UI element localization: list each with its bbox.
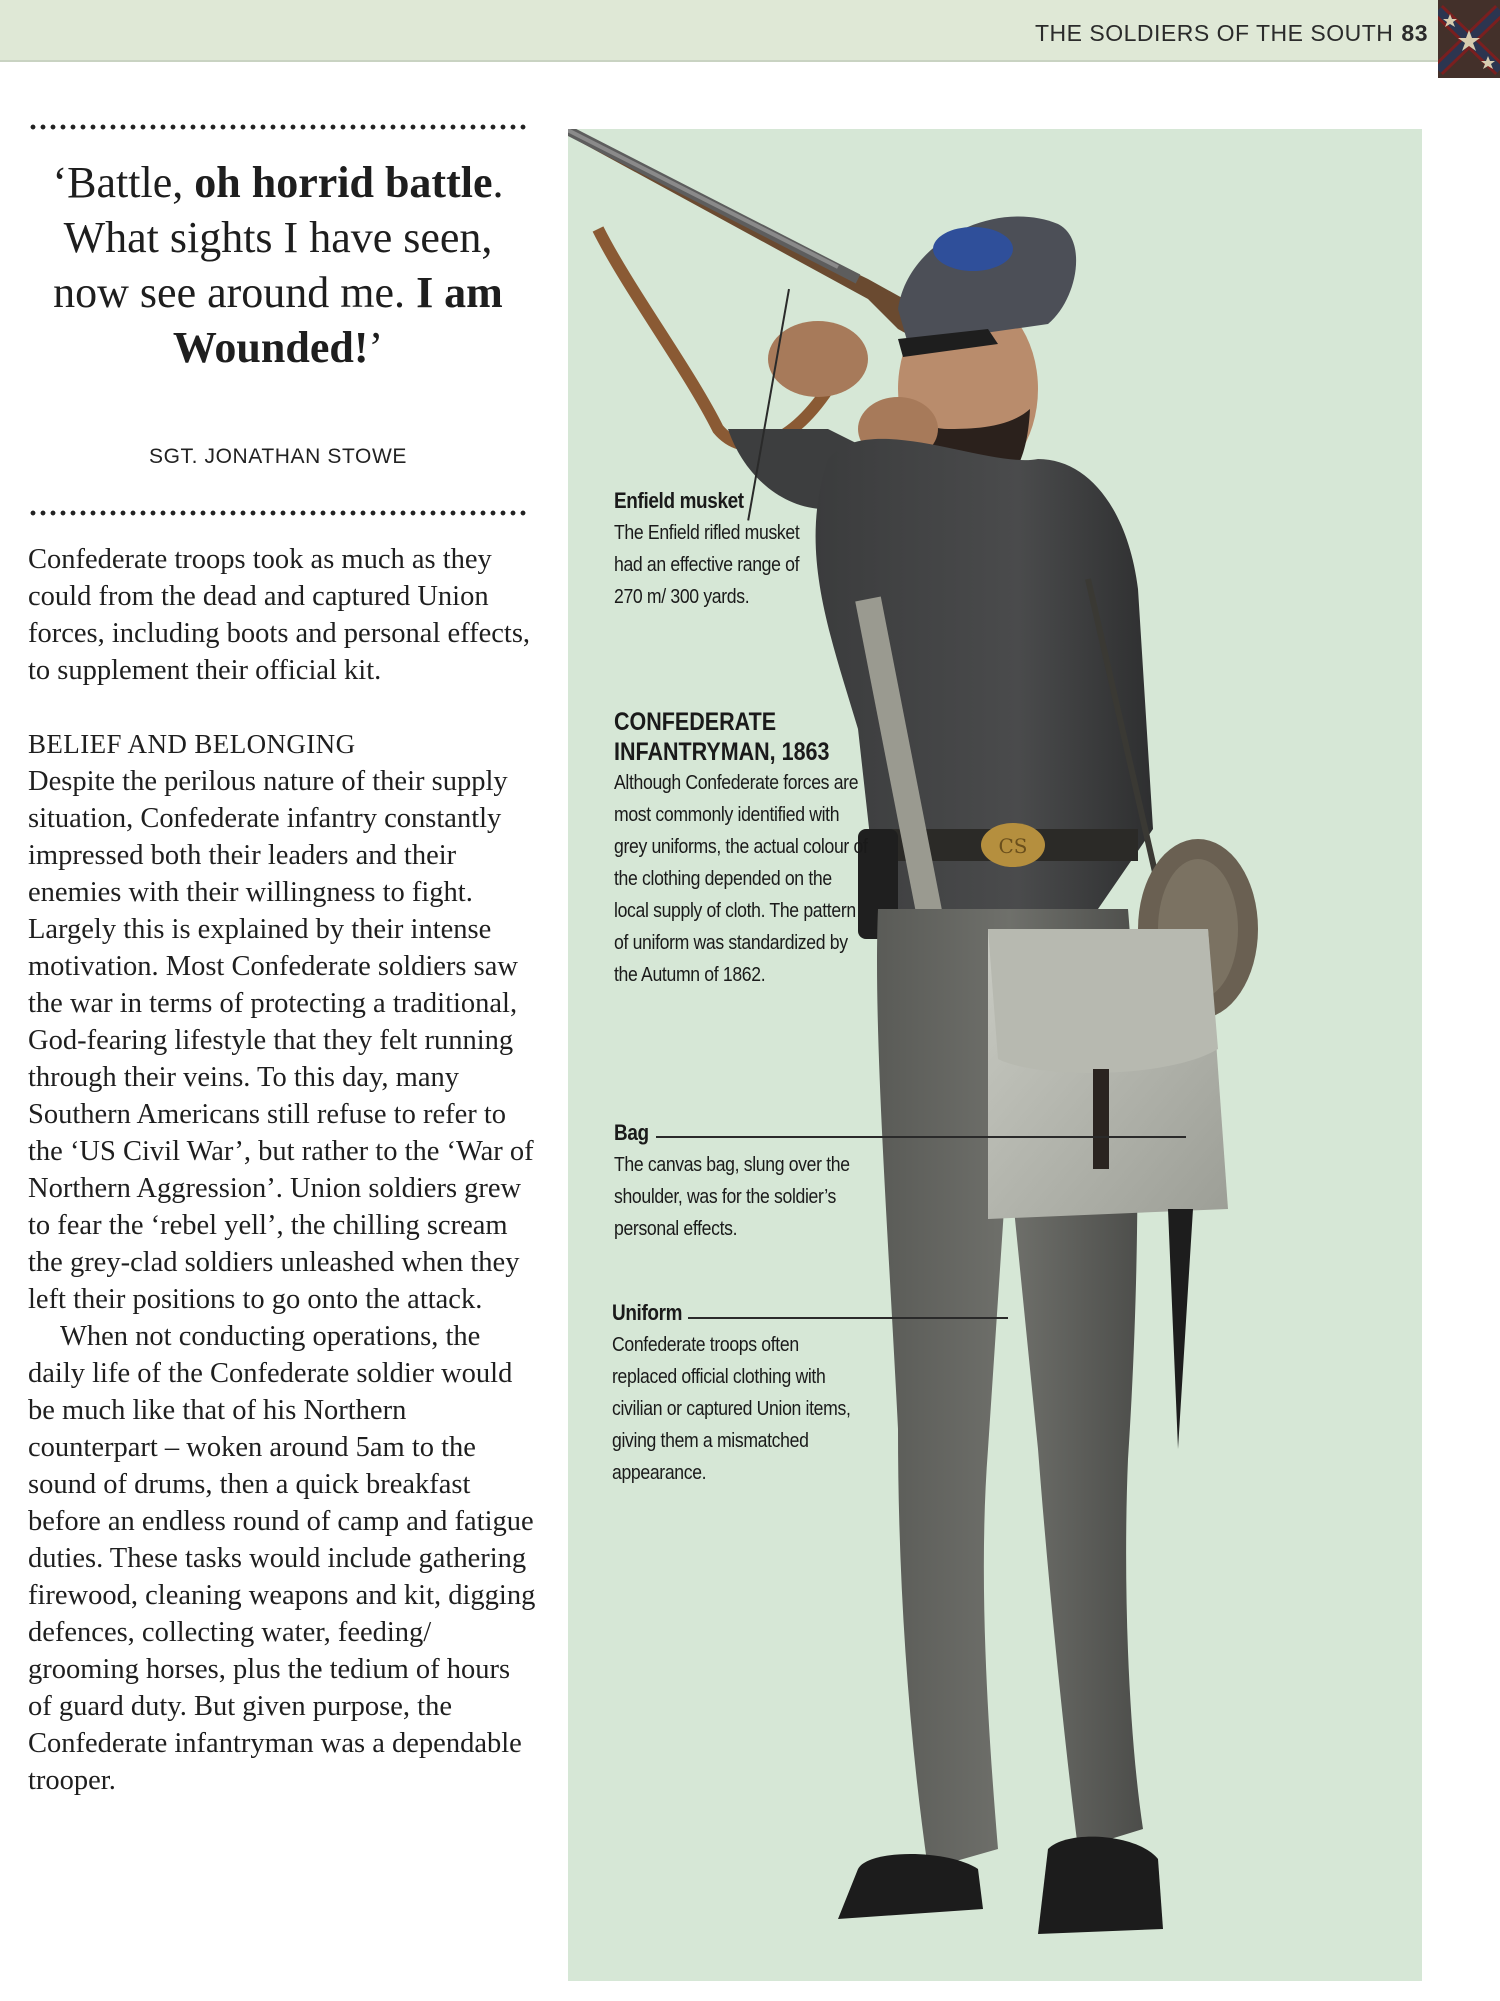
soldier-photo-panel [568, 129, 1422, 1981]
annotation-text: Although Confederate forces are most commonly identified with grey uniforms, the actual colour of the clothing depended on the local supply of cloth. The pattern of uniform was standardized by the Autumn of 1862. [614, 771, 868, 986]
body-paragraph: When not conducting operations, the daily life of the Confederate soldier would be much like that of his Northern counterpart – woken around 5am to the sound of drums, then a quick breakfast before an endless round of camp and fatigue duties. These tasks would include gathering firewood, cleaning weapons and kit, digging defences, collecting water, feeding/ grooming horses, plus the tedium of hours of guard duty. But given purpose, the Confederate infantryman was a dependable trooper. [28, 1321, 536, 1796]
annotation-text: The Enfield rifled musket had an effective range of 270 m/ 300 yards. [614, 521, 800, 608]
annotation-text: Confederate troops often replaced official clothing with civilian or captured Union items, giving them a mismatched appearance. [612, 1333, 851, 1484]
annotation-title: Uniform [612, 1300, 683, 1325]
annotation-musket [614, 485, 820, 613]
quote-part-bold: oh horrid battle [194, 158, 493, 207]
quote-part-bold: I am Wounded! [172, 268, 503, 372]
annotation-title: Enfield musket [614, 488, 744, 513]
running-head-title: THE SOLDIERS OF THE SOUTH [1035, 20, 1394, 46]
quote-rule-bottom [28, 510, 528, 516]
quote-attribution: SGT. JONATHAN STOWE [149, 445, 407, 468]
quote-part: ‘Battle, [52, 158, 195, 207]
annotation-infantryman [614, 707, 868, 991]
page-number: 83 [1401, 20, 1428, 46]
annotation-heading: CONFEDERATE INFANTRYMAN, 1863 [614, 708, 830, 766]
annotation-uniform [612, 1297, 861, 1489]
quote-part: ’ [368, 323, 384, 372]
section-heading: BELIEF AND BELONGING [28, 729, 356, 759]
lead-paragraph: Confederate troops took as much as they could from the dead and captured Union forces, including boots and personal effects, to supplement their official kit. [28, 544, 531, 686]
belt-plate-text: CS [998, 834, 1028, 858]
quote-part: . What sights I have seen, now see around me. [53, 158, 504, 317]
flag-thumbnail [1438, 0, 1500, 78]
annotation-title: Bag [614, 1120, 649, 1145]
body-text [28, 541, 538, 1799]
body-paragraph: Despite the perilous nature of their supply situation, Confederate infantry constantly impressed both their leaders and their enemies with their willingness to fight. Largely this is explained by their intense motivation. Most Confederate soldiers saw the war in terms of protecting a traditional, God-fearing lifestyle that they felt running through their veins. To this day, many Southern Americans still refuse to refer to the ‘US Civil War’, but rather to the ‘War of Northern Aggression’. Union soldiers grew to fear the ‘rebel yell’, the chilling scream the grey-clad soldiers unleashed when they left their positions to go onto the attack. [28, 766, 534, 1315]
quote-rule-top [28, 124, 528, 130]
soldier-illustration [568, 129, 1422, 1981]
pull-quote [28, 155, 528, 375]
uniform-leader-line [688, 1317, 1008, 1319]
bag-leader-line [656, 1136, 1186, 1138]
annotation-text: The canvas bag, slung over the shoulder, was for the soldier’s personal effects. [614, 1153, 850, 1240]
running-head [1035, 20, 1428, 47]
